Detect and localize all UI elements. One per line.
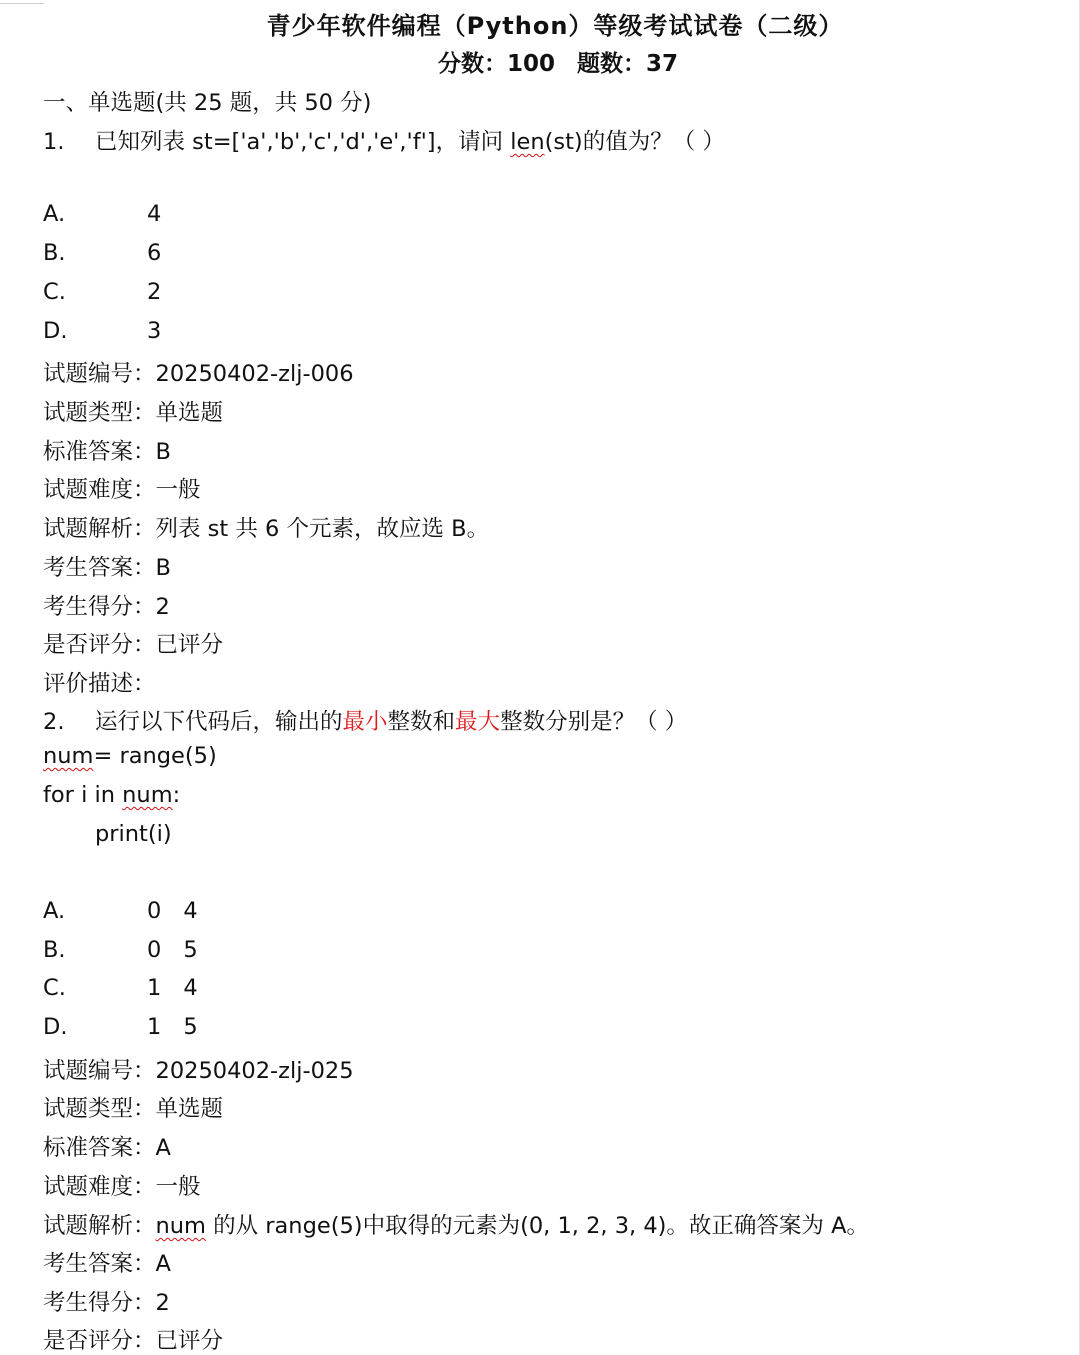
- meta-label: 是否评分：: [43, 632, 156, 658]
- option-value: 3: [147, 318, 162, 344]
- meta-value: 2: [155, 1290, 170, 1316]
- meta-label: 试题难度：: [43, 477, 156, 503]
- meta-label: 试题编号：: [43, 361, 156, 387]
- exam-title: 青少年软件编程（Python）等级考试试卷（二级）: [266, 12, 844, 40]
- q2-difficulty: [43, 1169, 201, 1201]
- meta-label: 考生得分：: [43, 594, 156, 620]
- option-value: 4: [183, 898, 198, 924]
- page-corner-mark: [0, 0, 44, 4]
- meta-label: 试题解析：: [43, 516, 156, 542]
- meta-value: 单选题: [155, 400, 224, 426]
- meta-value: 一般: [155, 477, 201, 503]
- meta-value: 已评分: [155, 1328, 224, 1354]
- q2-code-line-3: print(i): [95, 821, 172, 847]
- code-token: num: [122, 782, 173, 808]
- meta-label: 试题类型：: [43, 400, 156, 426]
- meta-label: 标准答案：: [43, 1135, 156, 1161]
- q1-stem: [43, 124, 725, 156]
- meta-label: 考生答案：: [43, 1251, 156, 1277]
- option-letter: B.: [43, 240, 66, 266]
- q2-stem: [43, 704, 687, 736]
- q2-option-c: [43, 975, 198, 1001]
- option-letter: C.: [43, 279, 66, 305]
- option-letter: A.: [43, 898, 66, 924]
- option-value: 5: [183, 1014, 198, 1040]
- q1-stem-code: len: [510, 129, 545, 155]
- code-token: for i in: [43, 782, 123, 808]
- code-token: num: [43, 743, 94, 769]
- q2-graded: [43, 1323, 223, 1355]
- q1-comment: [43, 666, 156, 698]
- option-value: 0: [147, 898, 162, 924]
- q2-stem-text: 整数和: [387, 709, 456, 735]
- q1-student-answer: [43, 550, 171, 582]
- q2-id: [43, 1053, 354, 1085]
- meta-value: 20250402-zlj-025: [155, 1058, 354, 1084]
- q1-stem-tail: (st)的值为？（ ）: [544, 129, 725, 155]
- meta-value: 2: [155, 594, 170, 620]
- option-letter: D.: [43, 1014, 68, 1040]
- q1-option-b: [43, 240, 161, 266]
- q1-id: [43, 356, 354, 388]
- meta-label: 考生答案：: [43, 555, 156, 581]
- q2-option-d: [43, 1014, 198, 1040]
- q1-analysis: [43, 511, 489, 543]
- meta-value: 20250402-zlj-006: [155, 361, 354, 387]
- option-value: 6: [147, 240, 162, 266]
- q1-answer: [43, 434, 171, 466]
- q2-option-b: [43, 937, 198, 963]
- q2-student-score: [43, 1285, 170, 1317]
- q2-code-line-2: [43, 782, 180, 808]
- meta-value: A: [155, 1251, 171, 1277]
- meta-value: 一般: [155, 1174, 201, 1200]
- q1-student-score: [43, 589, 170, 621]
- option-value: 1: [147, 1014, 162, 1040]
- meta-label: 评价描述：: [43, 671, 156, 697]
- option-value: 4: [183, 975, 198, 1001]
- meta-value-code: num: [155, 1213, 206, 1239]
- option-value: 2: [147, 279, 162, 305]
- q1-option-c: [43, 279, 161, 305]
- score-label: 分数：: [437, 51, 507, 77]
- q1-stem-text: 已知列表 st=['a','b','c','d','e','f']，请问: [95, 129, 511, 155]
- q1-graded: [43, 627, 223, 659]
- option-value: 0: [147, 937, 162, 963]
- count-label: 题数：: [577, 51, 646, 77]
- exam-summary: [0, 45, 1080, 78]
- q1-difficulty: [43, 472, 201, 504]
- option-value: 4: [147, 201, 162, 227]
- code-token: :: [172, 782, 181, 808]
- meta-value: A: [155, 1135, 171, 1161]
- q1-type: [43, 395, 223, 427]
- option-letter: A.: [43, 201, 66, 227]
- option-letter: C.: [43, 975, 66, 1001]
- q2-type: [43, 1091, 223, 1123]
- meta-value: 单选题: [155, 1096, 224, 1122]
- code-token: = range(5): [93, 743, 217, 769]
- q2-option-a: [43, 898, 198, 924]
- q2-code-line-1: [43, 743, 217, 769]
- q2-analysis: [43, 1208, 869, 1240]
- meta-value: 的从 range(5)中取得的元素为(0, 1, 2, 3, 4)。故正确答案为 A。: [205, 1213, 869, 1239]
- meta-label: 试题难度：: [43, 1174, 156, 1200]
- meta-value: B: [155, 439, 171, 465]
- q1-option-d: [43, 318, 161, 344]
- meta-label: 考生得分：: [43, 1290, 156, 1316]
- option-letter: B.: [43, 937, 66, 963]
- q2-stem-highlight-max: 最大: [455, 709, 501, 735]
- meta-label: 试题编号：: [43, 1058, 156, 1084]
- option-value: 1: [147, 975, 162, 1001]
- section-heading: 一、单选题(共 25 题，共 50 分): [43, 90, 372, 116]
- q2-answer: [43, 1130, 171, 1162]
- q2-number: 2.: [43, 709, 65, 735]
- meta-label: 试题解析：: [43, 1213, 156, 1239]
- q1-number: 1.: [43, 129, 65, 155]
- q2-stem-text: 运行以下代码后，输出的: [95, 709, 343, 735]
- q1-option-a: [43, 201, 161, 227]
- score-value: 100: [506, 51, 555, 77]
- q2-student-answer: [43, 1246, 171, 1278]
- meta-label: 试题类型：: [43, 1096, 156, 1122]
- option-letter: D.: [43, 318, 68, 344]
- meta-value: 已评分: [155, 632, 224, 658]
- q2-stem-text: 整数分别是？（ ）: [500, 709, 688, 735]
- count-value: 37: [646, 51, 679, 77]
- option-value: 5: [183, 937, 198, 963]
- meta-label: 标准答案：: [43, 439, 156, 465]
- meta-label: 是否评分：: [43, 1328, 156, 1354]
- meta-value: 列表 st 共 6 个元素，故应选 B。: [155, 516, 490, 542]
- meta-value: B: [155, 555, 171, 581]
- q2-stem-highlight-min: 最小: [342, 709, 388, 735]
